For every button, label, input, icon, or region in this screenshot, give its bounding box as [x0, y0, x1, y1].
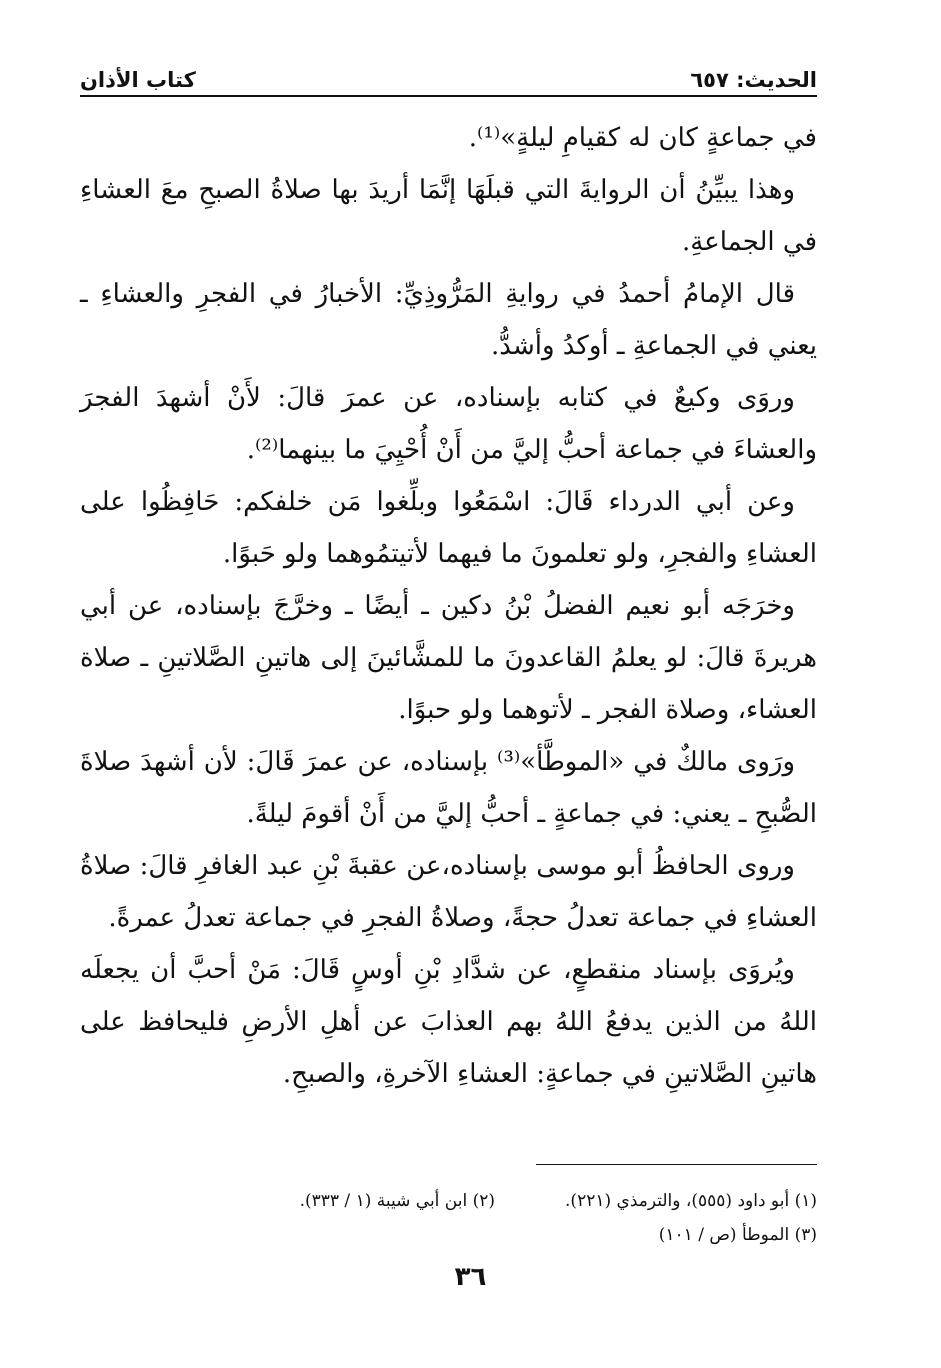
- paragraph-2: وهذا يبيِّنُ أن الروايةَ التي قبلَهَا إنَّمَا أريدَ بها صلاةُ الصبحِ معَ العشاءِ في الجماعةِ.: [80, 175, 817, 257]
- header-hadith-number: الحديث: ٦٥٧: [690, 68, 817, 92]
- page-number: ٣٦: [454, 1262, 487, 1292]
- footnote-3: (٣) الموطأ (ص / ١٠١): [658, 1225, 817, 1245]
- header-rule: [80, 95, 817, 97]
- paragraph-8: وروى الحافظُ أبو موسى بإسناده،عن عقبةَ بْنِ عبد الغافرِ قالَ: صلاةُ العشاءِ في جماعة تعدلُ حجةً، وصلاةُ الفجرِ في جماعة تعدلُ عمرةً.: [80, 851, 817, 933]
- footnote-1: (١) أبو داود (٥٥٥)، والترمذي (٢٢١).: [565, 1191, 817, 1211]
- footnotes: [80, 1184, 817, 1252]
- footnote-2: (٢) ابن أبي شيبة (١ / ٣٣٣).: [299, 1191, 496, 1211]
- footnote-row: [80, 1218, 817, 1252]
- paragraph-6: وخرَجَه أبو نعيم الفضلُ بْنُ دكين ـ أيضًا ـ وخرَّجَ بإسناده، عن أبي هريرةَ قالَ: لو يعلمُ القاعدونَ ما للمشَّائينَ إلى هاتينِ الصَّلاتينِ ـ صلاة العشاء، وصلاة الفجر ـ لأتوهما ولو حبوًا.: [80, 591, 817, 725]
- paragraph-7: ورَوى مالكٌ في «الموطَّأ»⁽³⁾ بإسناده، عن عمرَ قَالَ: لأن أشهدَ صلاةَ الصُّبحِ ـ يعني: في جماعةٍ ـ أحبُّ إليَّ من أَنْ أقومَ ليلةً.: [80, 747, 817, 829]
- paragraph-3: قال الإمامُ أحمدُ في روايةِ المَرُّوذِيِّ: الأخبارُ في الفجرِ والعشاءِ ـ يعني في الجماعةِ ـ أوكدُ وأشدُّ.: [80, 279, 817, 361]
- body-text: [80, 112, 817, 1100]
- paragraph-5: وعن أبي الدرداء قَالَ: اسْمَعُوا وبلِّغوا مَن خلفكم: حَافِظُوا على العشاءِ والفجرِ، ولو تعلمونَ ما فيهما لأتيتمُوهما ولو حَبوًا.: [80, 487, 817, 569]
- header-book-title: كتاب الأذان: [80, 68, 196, 92]
- paragraph-1: في جماعةٍ كان له كقيامِ ليلةٍ»⁽¹⁾.: [468, 123, 817, 153]
- paragraph-4: وروَى وكيعٌ في كتابه بإسناده، عن عمرَ قالَ: لأَنْ أشهدَ الفجرَ والعشاءَ في جماعة أحبُّ إليَّ من أَنْ أُحْيِيَ ما بينهما⁽²⁾.: [80, 383, 817, 465]
- running-header: [80, 60, 817, 92]
- footnote-row: [80, 1184, 817, 1218]
- footnote-rule: [536, 1164, 817, 1165]
- paragraph-9: ويُروَى بإسناد منقطعٍ، عن شدَّادِ بْنِ أوسٍ قَالَ: مَنْ أحبَّ أن يجعلَه اللهُ من الذين يدفعُ اللهُ بهم العذابَ عن أهلِ الأرضِ فليحافظ على هاتينِ الصَّلاتينِ في جماعةٍ: العشاءِ الآخرةِ، والصبحِ.: [80, 955, 817, 1089]
